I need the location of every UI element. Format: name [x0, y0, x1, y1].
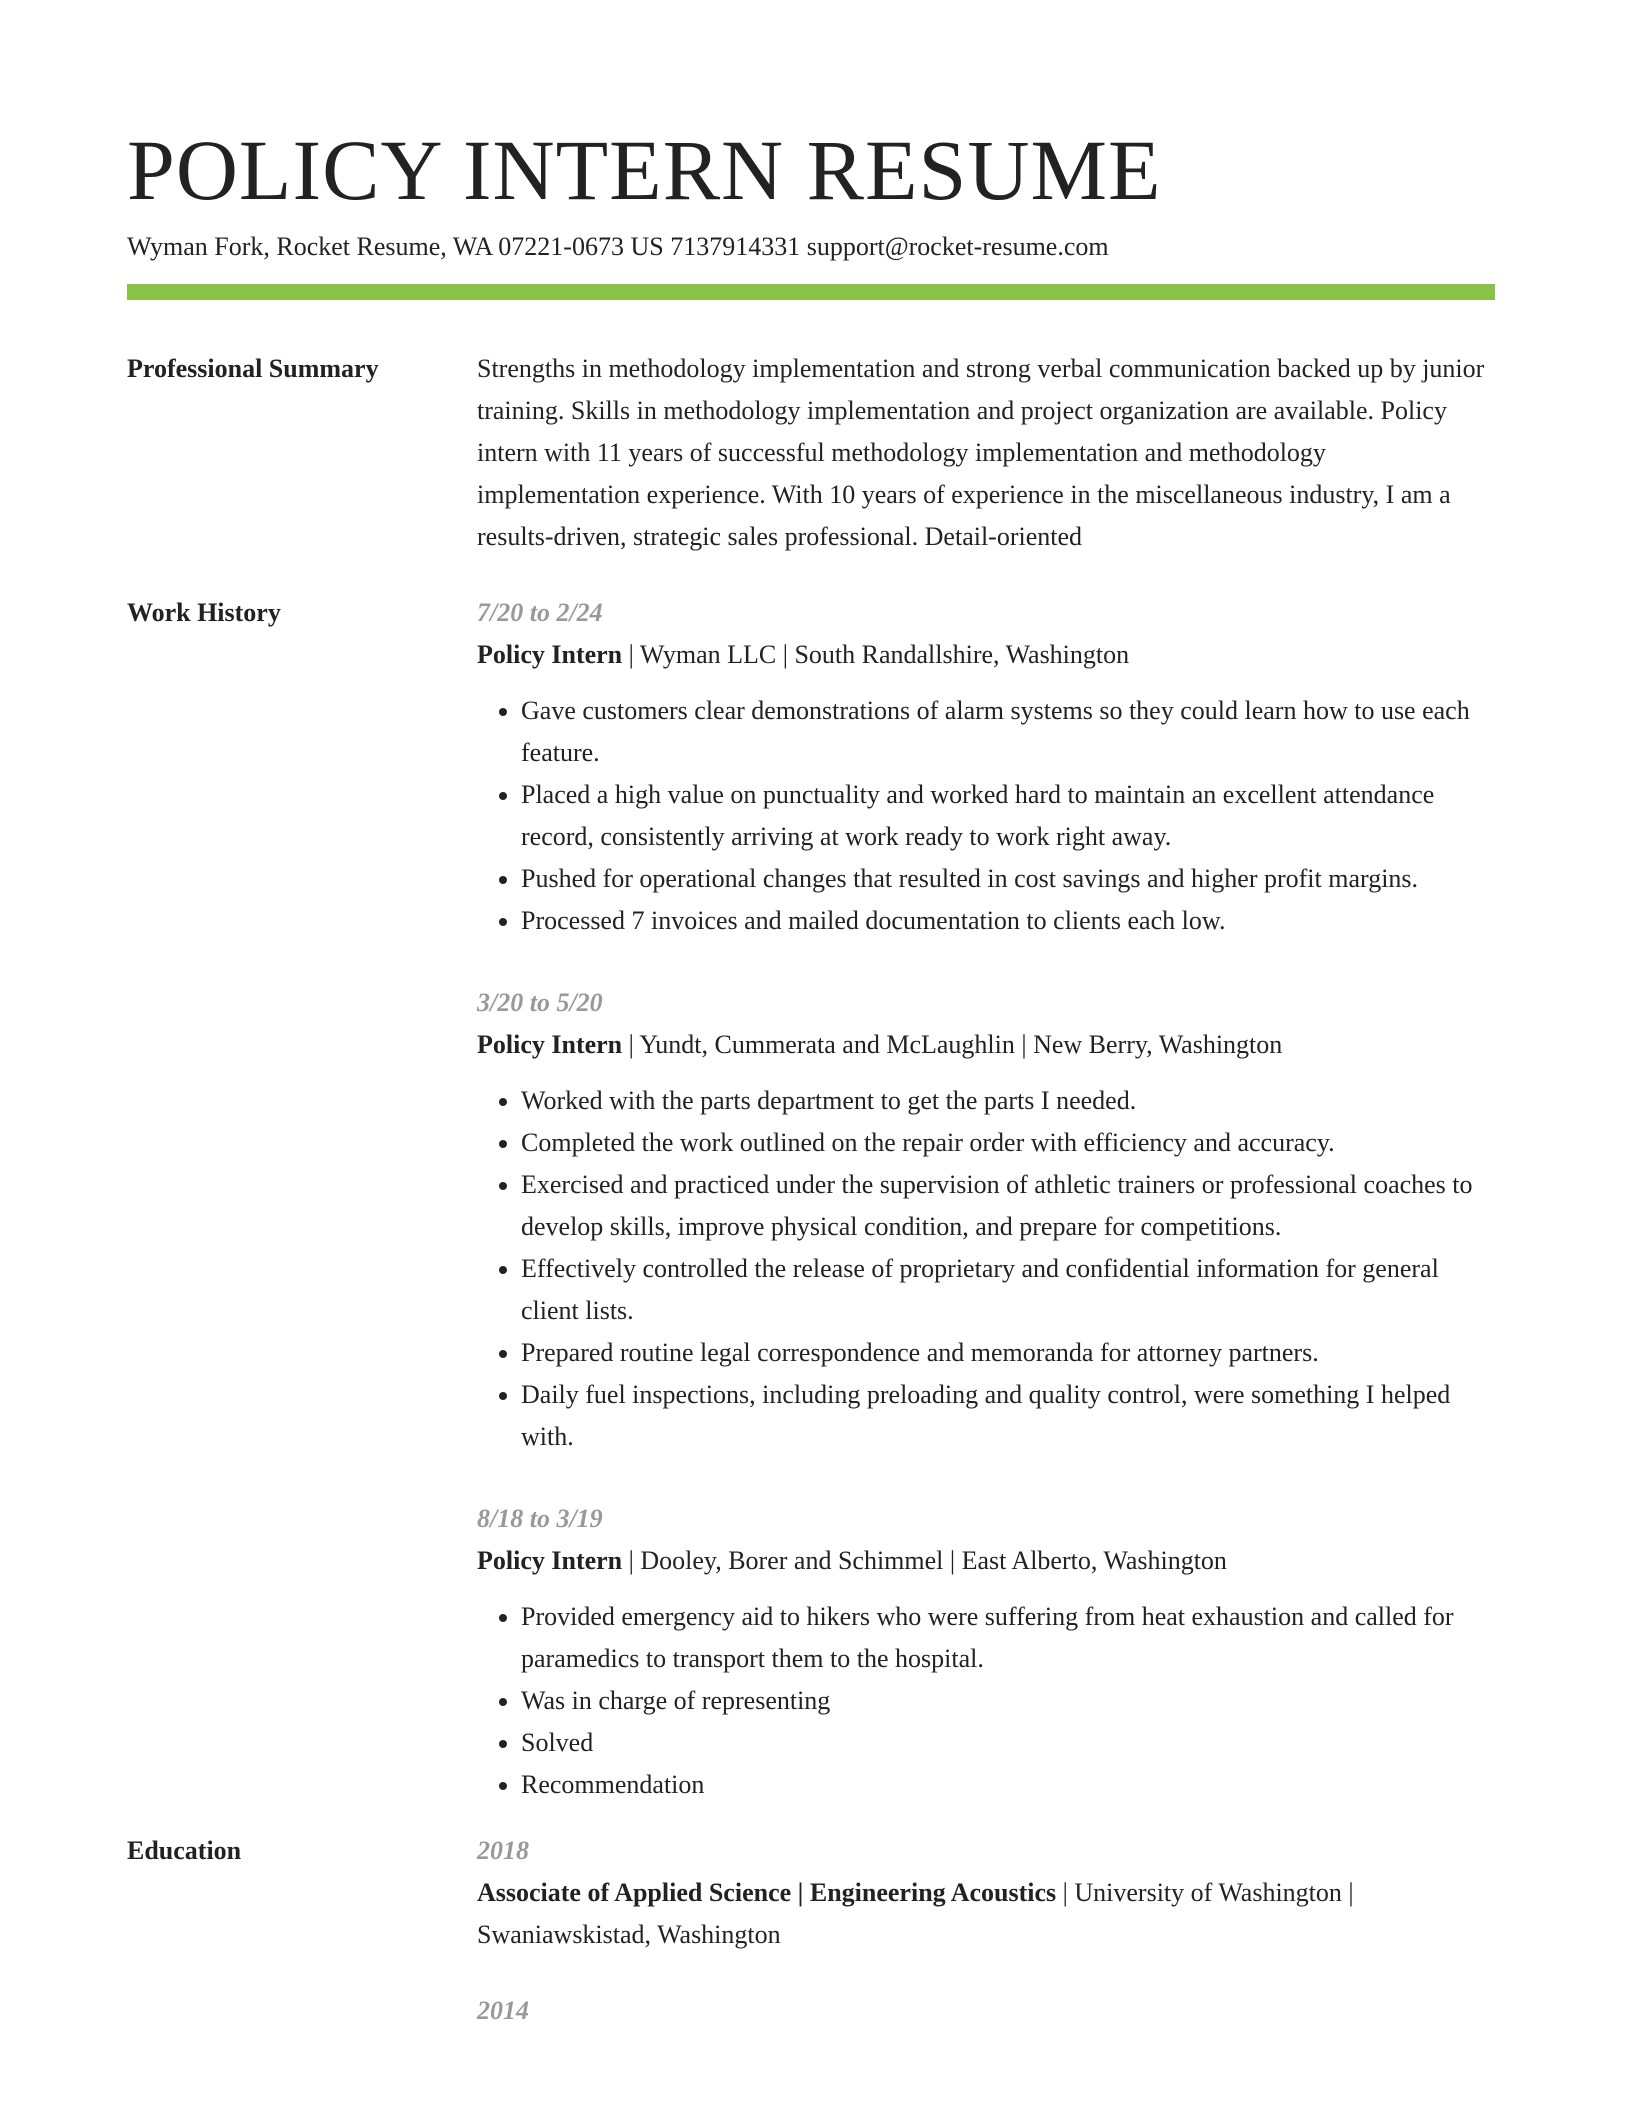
list-item: • Solved	[521, 1722, 1495, 1764]
job-dates: 8/18 to 3/19	[477, 1504, 603, 1533]
list-item: • Placed a high value on punctuality and worked hard to maintain an excellent attendance record, consistently arriving at work ready to work right away.	[521, 774, 1495, 858]
list-item: • Processed 7 invoices and mailed documentation to clients each low.	[521, 900, 1495, 942]
accent-divider	[127, 284, 1495, 300]
list-item: • Exercised and practiced under the supervision of athletic trainers or professional coaches to develop skills, improve physical condition, and prepare for competitions.	[521, 1164, 1495, 1248]
job-title-line	[477, 634, 1495, 676]
job-company-location: | Yundt, Cummerata and McLaughlin | New Berry, Washington	[622, 1030, 1283, 1059]
job-role: Policy Intern	[477, 640, 623, 669]
job-company-location: | Wyman LLC | South Randallshire, Washington	[622, 640, 1130, 669]
list-item: • Recommendation	[521, 1764, 1495, 1806]
job-bullets	[477, 1080, 1495, 1458]
education-entry	[477, 1830, 1495, 1956]
list-item: • Daily fuel inspections, including preloading and quality control, were something I helped with.	[521, 1374, 1495, 1458]
job-bullets	[477, 1596, 1495, 1806]
work-history-section	[127, 592, 1495, 1806]
job-entry	[477, 592, 1495, 942]
list-item: • Completed the work outlined on the repair order with efficiency and accuracy.	[521, 1122, 1495, 1164]
section-label-summary: Professional Summary	[127, 354, 379, 383]
job-title-line	[477, 1540, 1495, 1582]
summary-text: Strengths in methodology implementation and strong verbal communication backed up by junior training. Skills in methodology implementation and project organization are available. Policy intern with 11 years of successful methodology implementation and methodology implementation experience. With 10 years of experience in the miscellaneous industry, I am a results-driven, strategic sales professional. Detail-oriented	[477, 354, 1485, 551]
job-entry	[477, 982, 1495, 1458]
list-item: • Provided emergency aid to hikers who were suffering from heat exhaustion and called for paramedics to transport them to the hospital.	[521, 1596, 1495, 1680]
list-item: • Gave customers clear demonstrations of alarm systems so they could learn how to use each feature.	[521, 690, 1495, 774]
section-label-work: Work History	[127, 598, 281, 627]
job-entry	[477, 1498, 1495, 1806]
degree-name: Associate of Applied Science | Engineering Acoustics	[477, 1878, 1057, 1907]
education-section	[127, 1830, 1495, 2066]
job-title-line	[477, 1024, 1495, 1066]
job-dates: 3/20 to 5/20	[477, 988, 603, 1017]
education-entry	[477, 1990, 1495, 2032]
list-item: • Worked with the parts department to get the parts I needed.	[521, 1080, 1495, 1122]
list-item: • Effectively controlled the release of proprietary and confidential information for general client lists.	[521, 1248, 1495, 1332]
education-detail-line	[477, 1872, 1495, 1956]
job-bullets	[477, 690, 1495, 942]
page-title: POLICY INTERN RESUME	[127, 122, 1162, 218]
job-role: Policy Intern	[477, 1546, 623, 1575]
education-year: 2014	[477, 1996, 529, 2025]
job-role: Policy Intern	[477, 1030, 623, 1059]
resume-page	[127, 120, 1495, 2066]
education-year: 2018	[477, 1836, 529, 1865]
job-dates: 7/20 to 2/24	[477, 598, 603, 627]
contact-line: Wyman Fork, Rocket Resume, WA 07221-0673 US 7137914331 support@rocket-resume.com	[127, 232, 1109, 261]
school-location: | University of Washington | Swaniawskistad, Washington	[477, 1878, 1354, 1949]
list-item: • Was in charge of representing	[521, 1680, 1495, 1722]
section-label-education: Education	[127, 1836, 242, 1865]
professional-summary-section	[127, 348, 1495, 558]
job-company-location: | Dooley, Borer and Schimmel | East Alberto, Washington	[622, 1546, 1227, 1575]
list-item: • Pushed for operational changes that resulted in cost savings and higher profit margins.	[521, 858, 1495, 900]
list-item: • Prepared routine legal correspondence and memoranda for attorney partners.	[521, 1332, 1495, 1374]
